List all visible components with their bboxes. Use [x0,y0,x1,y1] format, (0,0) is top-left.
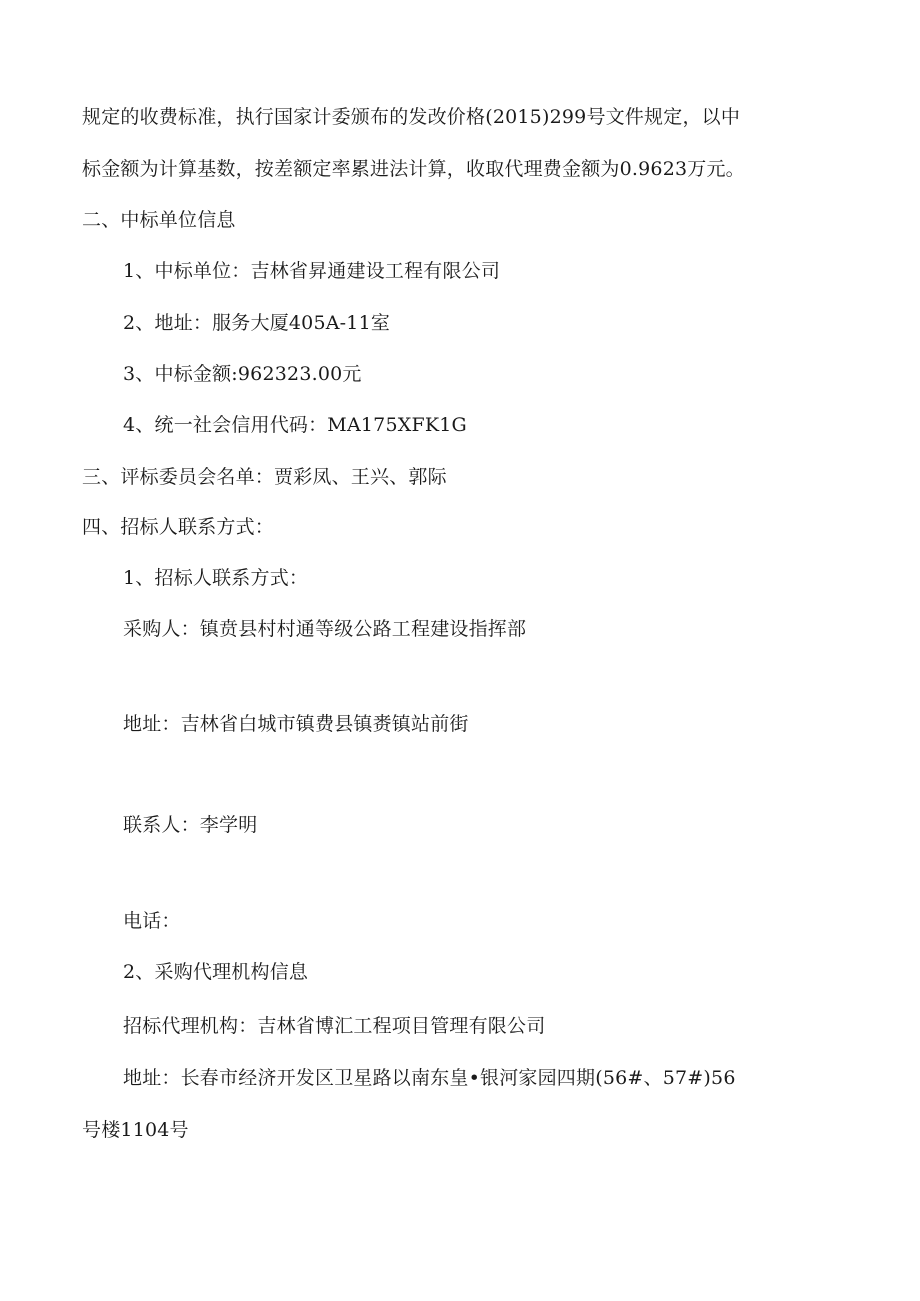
sub-1-heading: 1、招标人联系方式： [123,567,309,589]
purchaser-address: 地址：吉林省白城市镇费县镇赉镇站前街 [123,713,469,735]
winner-address: 2、地址：服务大厦405A-11室 [123,312,391,334]
agency-name: 招标代理机构：吉林省博汇工程项目管理有限公司 [123,1015,546,1037]
purchaser-contact: 联系人：李学明 [123,814,258,836]
winner-credit-code: 4、统一社会信用代码：MA175XFK1G [123,414,467,436]
fee-text-line-2: 标金额为计算基数，按差额定率累进法计算，收取代理费金额为0.9623万元。 [82,158,745,180]
agency-address-line-2: 号楼1104号 [82,1119,189,1141]
winner-amount: 3、中标金额:962323.00元 [123,363,362,385]
section-4-heading: 四、招标人联系方式： [82,516,275,538]
fee-text-line-1: 规定的收费标准，执行国家计委颁布的发改价格(2015)299号文件规定，以中 [82,106,741,128]
agency-address-line-1: 地址：长春市经济开发区卫星路以南东皇•银河家园四期(56#、57#)56 [123,1067,736,1089]
purchaser-phone: 电话： [123,910,181,932]
winner-name: 1、中标单位：吉林省昇通建设工程有限公司 [123,260,501,282]
section-2-heading: 二、中标单位信息 [82,209,236,231]
section-3-committee: 三、评标委员会名单：贾彩凤、王兴、郭际 [82,466,447,488]
sub-2-heading: 2、采购代理机构信息 [123,961,309,983]
purchaser-name: 采购人：镇贲县村村通等级公路工程建设指挥部 [123,618,527,640]
